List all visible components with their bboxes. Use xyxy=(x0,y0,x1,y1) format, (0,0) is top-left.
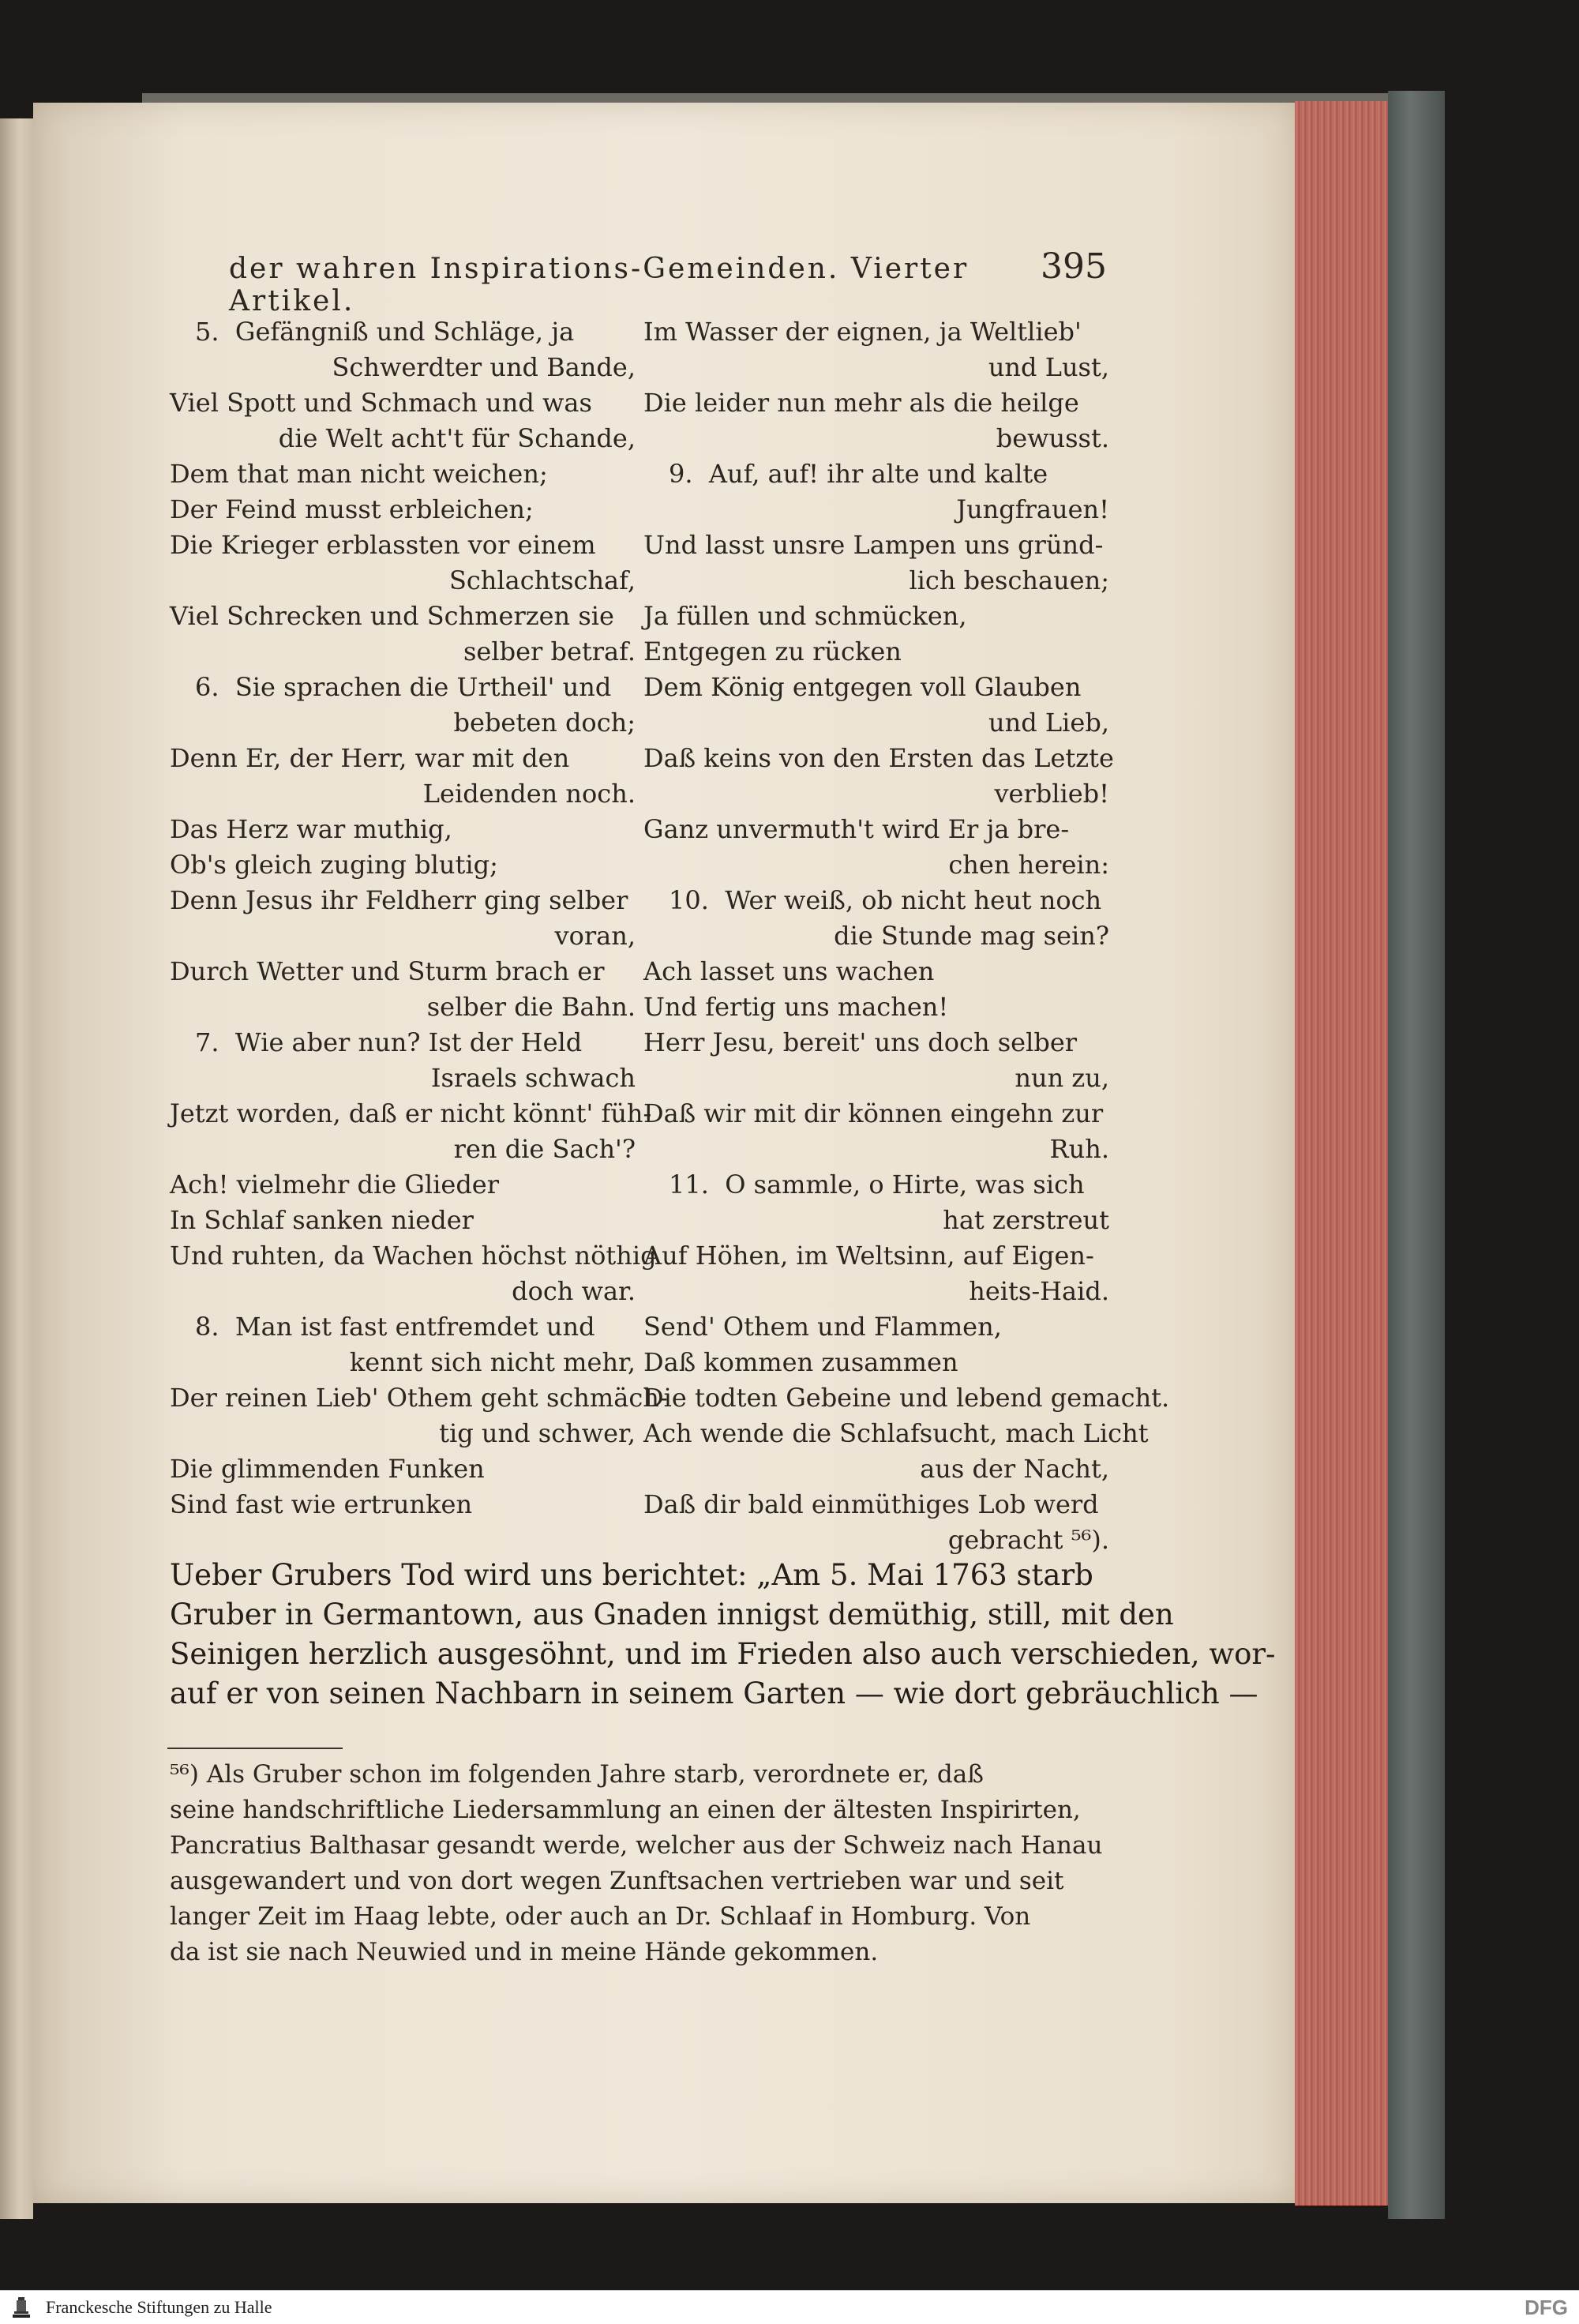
dfg-logo: DFG xyxy=(1525,2296,1568,2319)
verse-line: Der reinen Lieb' Othem geht schmäch- xyxy=(170,1383,668,1413)
verse-line: lich beschauen; xyxy=(909,565,1109,595)
verse-line: Daß kommen zusammen xyxy=(643,1347,958,1377)
verse-line: Jungfrauen! xyxy=(956,494,1109,524)
verse-line: Israels schwach xyxy=(430,1063,636,1093)
verse-line: Ganz unvermuth't wird Er ja bre- xyxy=(643,814,1070,844)
verse-line: selber betraf. xyxy=(463,636,636,666)
previous-page-edge xyxy=(0,118,33,2219)
verse-line: chen herein: xyxy=(948,850,1109,880)
verse-line: 9. Auf, auf! ihr alte und kalte xyxy=(669,459,1048,489)
verse-line: Jetzt worden, daß er nicht könnt' füh- xyxy=(170,1098,652,1128)
footnote-line: ausgewandert und von dort wegen Zunftsachen vertrieben war und seit xyxy=(170,1867,1064,1895)
verse-line: 5. Gefängniß und Schläge, ja xyxy=(195,317,575,347)
verse-line: ren die Sach'? xyxy=(453,1134,636,1164)
verse-line: Ruh. xyxy=(1049,1134,1109,1164)
verse-line: 10. Wer weiß, ob nicht heut noch xyxy=(669,885,1102,915)
verse-line: tig und schwer, xyxy=(439,1418,636,1448)
verse-line: Die leider nun mehr als die heilge xyxy=(643,388,1079,418)
verse-line: Sind fast wie ertrunken xyxy=(170,1489,473,1519)
footnote-rule xyxy=(167,1748,343,1749)
footnote xyxy=(170,1757,1105,1970)
verse-line: Ob's gleich zuging blutig; xyxy=(170,850,498,880)
verse-line: selber die Bahn. xyxy=(426,992,636,1022)
verse-line: gebracht ⁵⁶). xyxy=(947,1525,1109,1555)
verse-line: Im Wasser der eignen, ja Weltlieb' xyxy=(643,317,1082,347)
body-paragraph xyxy=(170,1556,1276,1714)
verse-line: kennt sich nicht mehr, xyxy=(349,1347,636,1377)
verse-line: Denn Jesus ihr Feldherr ging selber xyxy=(170,885,628,915)
verse-line: und Lust, xyxy=(988,352,1109,382)
verse-line: Schlachtschaf, xyxy=(448,565,636,595)
verse-line: aus der Nacht, xyxy=(920,1454,1109,1484)
verse-line: 6. Sie sprachen die Urtheil' und xyxy=(195,672,612,702)
verse-line: Der Feind musst erbleichen; xyxy=(170,494,534,524)
verse-line: Die glimmenden Funken xyxy=(170,1454,485,1484)
body-line: auf er von seinen Nachbarn in seinem Garten — wie dort gebräuchlich — xyxy=(170,1676,1258,1710)
verse-line: Die Krieger erblassten vor einem xyxy=(170,530,596,560)
verse-line: Daß wir mit dir können eingehn zur xyxy=(643,1098,1104,1128)
footnote-line: seine handschriftliche Liedersammlung an einen der ältesten Inspirirten, xyxy=(170,1796,1081,1824)
verse-line: Viel Schrecken und Schmerzen sie xyxy=(170,601,614,631)
body-line: Gruber in Germantown, aus Gnaden innigst demüthig, still, mit den xyxy=(170,1598,1174,1631)
footnote-line: langer Zeit im Haag lebte, oder auch an Dr. Schlaaf in Homburg. Von xyxy=(170,1902,1031,1931)
verse-line: hat zerstreut xyxy=(943,1205,1109,1235)
verse-line: Das Herz war muthig, xyxy=(170,814,452,844)
viewer-footer xyxy=(0,2290,1579,2324)
verse-line: voran, xyxy=(554,921,636,951)
verse-line: Ja füllen und schmücken, xyxy=(643,601,967,631)
page-edges xyxy=(1295,101,1388,2206)
verse-line: Viel Spott und Schmach und was xyxy=(170,388,592,418)
footnote-line: ⁵⁶) Als Gruber schon im folgenden Jahre starb, verordnete er, daß xyxy=(170,1760,984,1789)
verse-line: Daß keins von den Ersten das Letzte xyxy=(643,743,1114,773)
verse-line: Und ruhten, da Wachen höchst nöthig xyxy=(170,1241,657,1271)
book-cover xyxy=(1388,91,1445,2219)
verse-line: 11. O sammle, o Hirte, was sich xyxy=(669,1170,1085,1200)
verse-line: Auf Höhen, im Weltsinn, auf Eigen- xyxy=(643,1241,1094,1271)
verse-line: doch war. xyxy=(512,1276,636,1306)
verse-line: Schwerdter und Bande, xyxy=(332,352,636,382)
verse-line: die Stunde mag sein? xyxy=(834,921,1109,951)
page-number: 395 xyxy=(1041,246,1107,287)
verse-line: Dem König entgegen voll Glauben xyxy=(643,672,1082,702)
body-line: Seinigen herzlich ausgesöhnt, und im Frieden also auch verschieden, wor- xyxy=(170,1637,1276,1671)
verse-line: bebeten doch; xyxy=(453,708,636,738)
verse-line: 8. Man ist fast entfremdet und xyxy=(195,1312,595,1342)
right-verse-column xyxy=(643,314,1170,1558)
verse-line: Ach wende die Schlafsucht, mach Licht xyxy=(643,1418,1149,1448)
verse-line: In Schlaf sanken nieder xyxy=(170,1205,474,1235)
verse-line: nun zu, xyxy=(1015,1063,1109,1093)
verse-line: Die todten Gebeine und lebend gemacht. xyxy=(643,1383,1170,1413)
verse-line: Und lasst unsre Lampen uns gründ- xyxy=(643,530,1104,560)
verse-line: Ach lasset uns wachen xyxy=(643,956,935,986)
verse-line: 7. Wie aber nun? Ist der Held xyxy=(195,1027,583,1057)
footnote-line: da ist sie nach Neuwied und in meine Hände gekommen. xyxy=(170,1938,879,1966)
institution-logo-icon xyxy=(11,2296,32,2319)
verse-line: Leidenden noch. xyxy=(422,779,636,809)
left-verse-column xyxy=(170,314,668,1522)
verse-line: und Lieb, xyxy=(988,708,1109,738)
verse-line: verblieb! xyxy=(994,779,1109,809)
verse-line: Daß dir bald einmüthiges Lob werd xyxy=(643,1489,1099,1519)
footnote-line: Pancratius Balthasar gesandt werde, welcher aus der Schweiz nach Hanau xyxy=(170,1831,1103,1860)
body-line: Ueber Grubers Tod wird uns berichtet: „Am 5. Mai 1763 starb xyxy=(170,1558,1093,1592)
running-head: der wahren Inspirations-Gemeinden. Vierter Artikel. xyxy=(229,253,970,317)
verse-line: Durch Wetter und Sturm brach er xyxy=(170,956,605,986)
verse-line: Send' Othem und Flammen, xyxy=(643,1312,1002,1342)
verse-line: Und fertig uns machen! xyxy=(643,992,949,1022)
verse-line: Dem that man nicht weichen; xyxy=(170,459,548,489)
verse-line: Denn Er, der Herr, war mit den xyxy=(170,743,570,773)
verse-line: bewusst. xyxy=(996,423,1109,453)
verse-line: die Welt acht't für Schande, xyxy=(278,423,636,453)
verse-line: Ach! vielmehr die Glieder xyxy=(170,1170,500,1200)
institution-name: Franckesche Stiftungen zu Halle xyxy=(46,2297,272,2317)
verse-line: Herr Jesu, bereit' uns doch selber xyxy=(643,1027,1078,1057)
verse-line: Entgegen zu rücken xyxy=(643,636,902,666)
verse-line: heits-Haid. xyxy=(969,1276,1109,1306)
